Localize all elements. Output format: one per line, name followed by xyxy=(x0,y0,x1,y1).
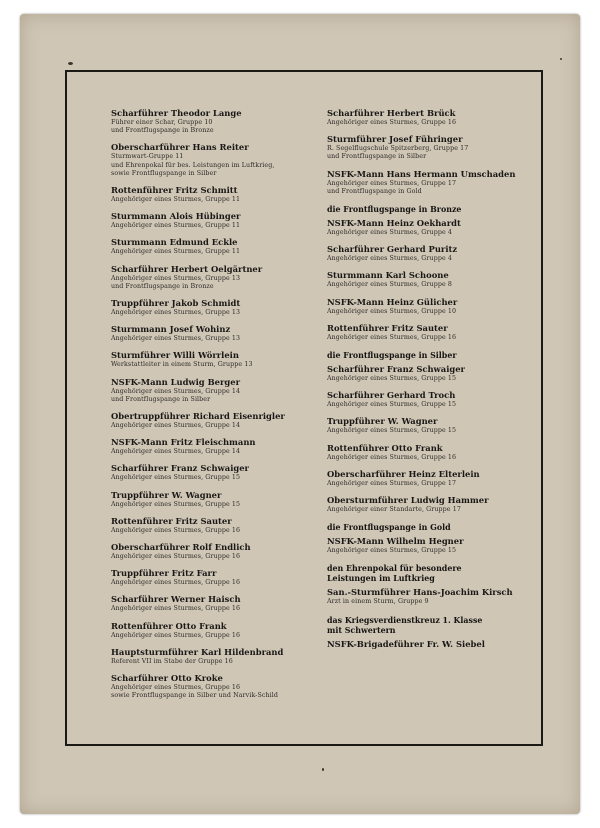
honoree-name: Sturmmann Karl Schoone xyxy=(327,270,449,281)
honoree-entry xyxy=(327,134,527,161)
honoree-entry xyxy=(111,264,311,291)
paper-speck xyxy=(560,58,562,60)
honoree-detail: Werkstattleiter in einem Sturm, Gruppe 13 xyxy=(111,361,253,369)
honoree-entry xyxy=(111,621,311,640)
honoree-detail: Angehöriger eines Sturmes, Gruppe 16 xyxy=(327,119,457,126)
honoree-detail: Angehöriger eines Sturmes, Gruppe 16 xyxy=(111,631,241,639)
honoree-detail: Angehöriger eines Sturmes, Gruppe 15 xyxy=(327,401,457,409)
honoree-detail: und Frontflugspange in Bronze xyxy=(111,282,214,290)
honoree-name: Scharführer Otto Kroke xyxy=(111,673,223,684)
honoree-name: Scharführer Franz Schwaiger xyxy=(327,364,465,375)
honoree-detail: Sturmwart-Gruppe 11 xyxy=(111,153,184,161)
honoree-entry xyxy=(327,639,527,650)
honoree-entry xyxy=(327,390,527,409)
honoree-entry xyxy=(327,495,527,514)
honoree-name: Truppführer W. Wagner xyxy=(111,489,222,500)
honoree-name: Hauptsturmführer Karl Hildenbrand xyxy=(111,646,284,657)
honoree-name: Rottenführer Fritz Sauter xyxy=(327,322,448,333)
honoree-entry xyxy=(111,350,311,369)
honoree-detail: Angehöriger eines Sturmes, Gruppe 4 xyxy=(327,229,452,237)
honoree-detail: Angehöriger eines Sturmes, Gruppe 16 xyxy=(111,553,241,561)
honoree-name: Obersturmführer Ludwig Hammer xyxy=(327,495,489,506)
honoree-name: Scharführer Gerhard Troch xyxy=(327,390,456,401)
honoree-detail: und Frontflugspange in Silber xyxy=(111,395,211,403)
honoree-entry xyxy=(111,298,311,317)
honoree-name: Truppführer Jakob Schmidt xyxy=(111,298,241,309)
honoree-detail: Angehöriger eines Sturmes, Gruppe 10 xyxy=(327,307,457,315)
honoree-entry xyxy=(111,647,311,666)
honoree-detail: Angehöriger eines Sturmes, Gruppe 15 xyxy=(111,474,241,482)
honoree-entry xyxy=(111,108,311,135)
honoree-detail: Angehöriger eines Sturmes, Gruppe 11 xyxy=(111,196,241,204)
honoree-detail: Führer einer Schar, Gruppe 10 xyxy=(111,119,213,126)
award-section-heading: den Ehrenpokal für besondere Leistungen im Luftkrieg xyxy=(327,564,462,584)
honoree-detail: Angehöriger eines Sturmes, Gruppe 13 xyxy=(111,309,241,317)
honoree-detail: und Frontflugspange in Gold xyxy=(327,187,422,195)
honoree-detail: Angehöriger eines Sturmes, Gruppe 14 xyxy=(111,387,241,395)
honoree-entry xyxy=(327,169,527,196)
honoree-name: NSFK-Mann Ludwig Berger xyxy=(111,376,240,387)
honoree-name: NSFK-Mann Fritz Fleischmann xyxy=(111,437,256,448)
honoree-name: Scharführer Herbert Brück xyxy=(327,108,456,118)
paper-speck xyxy=(322,768,324,771)
honoree-detail: Angehöriger eines Sturmes, Gruppe 15 xyxy=(327,547,457,555)
honoree-entry xyxy=(111,411,311,430)
honoree-name: Scharführer Gerhard Puritz xyxy=(327,244,458,255)
honoree-name: NSFK-Mann Hans Hermann Umschaden xyxy=(327,168,516,179)
honoree-entry xyxy=(111,463,311,482)
honoree-entry xyxy=(111,594,311,613)
award-section-heading: das Kriegsverdienstkreuz 1. Klasse mit Schwertern xyxy=(327,615,483,635)
honoree-detail: sowie Frontflugspange in Silber und Narvik-Schild xyxy=(111,692,279,700)
award-section-heading: die Frontflugspange in Bronze xyxy=(327,205,462,215)
honoree-detail: Angehöriger eines Sturmes, Gruppe 15 xyxy=(111,500,241,508)
honoree-detail: R. Segelflugschule Spitzerberg, Gruppe 17 xyxy=(327,145,469,153)
honoree-detail: Angehöriger eines Sturmes, Gruppe 13 xyxy=(111,335,241,343)
honoree-name: Rottenführer Otto Frank xyxy=(327,442,443,453)
honoree-entry xyxy=(111,516,311,535)
honoree-detail: Angehöriger einer Standarte, Gruppe 17 xyxy=(327,506,461,514)
honoree-entry xyxy=(327,323,527,342)
honoree-entry xyxy=(111,324,311,343)
honoree-name: Sturmmann Edmund Eckle xyxy=(111,237,238,248)
honoree-name: Rottenführer Otto Frank xyxy=(111,620,227,631)
honoree-name: Rottenführer Fritz Schmitt xyxy=(111,185,238,196)
honoree-detail: Angehöriger eines Sturmes, Gruppe 17 xyxy=(327,179,457,187)
honoree-entry xyxy=(111,237,311,256)
right-column xyxy=(327,108,527,657)
honoree-name: NSFK-Mann Heinz Gülicher xyxy=(327,296,458,307)
honoree-name: Oberscharführer Heinz Elterlein xyxy=(327,468,480,479)
honoree-name: Obertruppführer Richard Eisenrigler xyxy=(111,411,285,422)
honoree-detail: Angehöriger eines Sturmes, Gruppe 14 xyxy=(111,422,241,430)
honoree-name: NSFK-Mann Heinz Oekhardt xyxy=(327,218,461,229)
honoree-detail: Angehöriger eines Sturmes, Gruppe 16 xyxy=(111,684,241,692)
honoree-detail: und Frontflugspange in Silber xyxy=(327,153,427,161)
honoree-detail: sowie Frontflugspange in Silber xyxy=(111,169,217,177)
honoree-entry xyxy=(111,490,311,509)
honoree-entry xyxy=(111,568,311,587)
honoree-detail: Angehöriger eines Sturmes, Gruppe 16 xyxy=(327,333,457,341)
honoree-detail: Angehöriger eines Sturmes, Gruppe 16 xyxy=(111,605,241,613)
honoree-detail: Angehöriger eines Sturmes, Gruppe 16 xyxy=(111,526,241,534)
honoree-detail: und Frontflugspange in Bronze xyxy=(111,127,214,135)
honoree-detail: Angehöriger eines Sturmes, Gruppe 4 xyxy=(327,255,452,263)
honoree-name: Scharführer Franz Schwaiger xyxy=(111,463,249,474)
honoree-detail: Angehöriger eines Sturmes, Gruppe 17 xyxy=(327,479,457,487)
honoree-name: Truppführer Fritz Farr xyxy=(111,568,217,579)
honoree-entry xyxy=(111,185,311,204)
honoree-name: Sturmführer Willi Wörrlein xyxy=(111,350,239,361)
honoree-name: Oberscharführer Hans Reiter xyxy=(111,142,249,153)
honoree-name: NSFK-Mann Wilhelm Hegner xyxy=(327,536,464,547)
honoree-detail: Arzt in einem Sturm, Gruppe 9 xyxy=(327,598,429,606)
honoree-entry xyxy=(327,469,527,488)
honoree-detail: Angehöriger eines Sturmes, Gruppe 8 xyxy=(327,281,452,289)
honoree-name: Sturmmann Josef Wohinz xyxy=(111,324,231,335)
honoree-entry xyxy=(327,364,527,383)
honoree-detail: Angehöriger eines Sturmes, Gruppe 13 xyxy=(111,274,241,282)
honoree-entry xyxy=(111,673,311,700)
award-section-heading: die Frontflugspange in Silber xyxy=(327,351,457,361)
honoree-detail: Angehöriger eines Sturmes, Gruppe 11 xyxy=(111,222,241,230)
honoree-name: Scharführer Herbert Oelgärtner xyxy=(111,263,263,274)
honoree-name: Oberscharführer Rolf Endlich xyxy=(111,542,251,553)
honoree-entry xyxy=(111,542,311,561)
honoree-name: NSFK-Brigadeführer Fr. W. Siebel xyxy=(327,638,485,649)
honoree-name: Scharführer Theodor Lange xyxy=(111,108,242,118)
honoree-entry xyxy=(111,142,311,178)
honoree-entry xyxy=(327,218,527,237)
honoree-entry xyxy=(327,108,527,127)
paper-speck xyxy=(68,62,73,65)
honoree-entry xyxy=(327,536,527,555)
honoree-entry xyxy=(327,270,527,289)
honoree-detail: Angehöriger eines Sturmes, Gruppe 15 xyxy=(327,427,457,435)
honoree-detail: Referent VII im Stabe der Gruppe 16 xyxy=(111,657,233,665)
award-section-heading: die Frontflugspange in Gold xyxy=(327,523,451,533)
honoree-entry xyxy=(327,244,527,263)
honoree-detail: Angehöriger eines Sturmes, Gruppe 16 xyxy=(327,453,457,461)
honoree-name: San.-Sturmführer Hans-Joachim Kirsch xyxy=(327,587,513,598)
honoree-detail: Angehöriger eines Sturmes, Gruppe 16 xyxy=(111,579,241,587)
honoree-entry xyxy=(111,437,311,456)
left-column xyxy=(111,108,311,707)
honoree-detail: Angehöriger eines Sturmes, Gruppe 15 xyxy=(327,375,457,383)
honoree-name: Sturmführer Josef Führinger xyxy=(327,134,463,145)
honoree-detail: und Ehrenpokal für bes. Leistungen im Luftkrieg, xyxy=(111,161,275,169)
honoree-entry xyxy=(327,587,527,606)
honoree-entry xyxy=(327,443,527,462)
honoree-entry xyxy=(327,416,527,435)
honoree-name: Sturmmann Alois Hübinger xyxy=(111,211,241,222)
honoree-entry xyxy=(111,211,311,230)
honoree-name: Truppführer W. Wagner xyxy=(327,416,438,427)
honoree-entry xyxy=(327,297,527,316)
honoree-name: Rottenführer Fritz Sauter xyxy=(111,515,232,526)
honoree-detail: Angehöriger eines Sturmes, Gruppe 11 xyxy=(111,248,241,256)
honoree-name: Scharführer Werner Haisch xyxy=(111,594,241,605)
honoree-detail: Angehöriger eines Sturmes, Gruppe 14 xyxy=(111,448,241,456)
honoree-entry xyxy=(111,377,311,404)
